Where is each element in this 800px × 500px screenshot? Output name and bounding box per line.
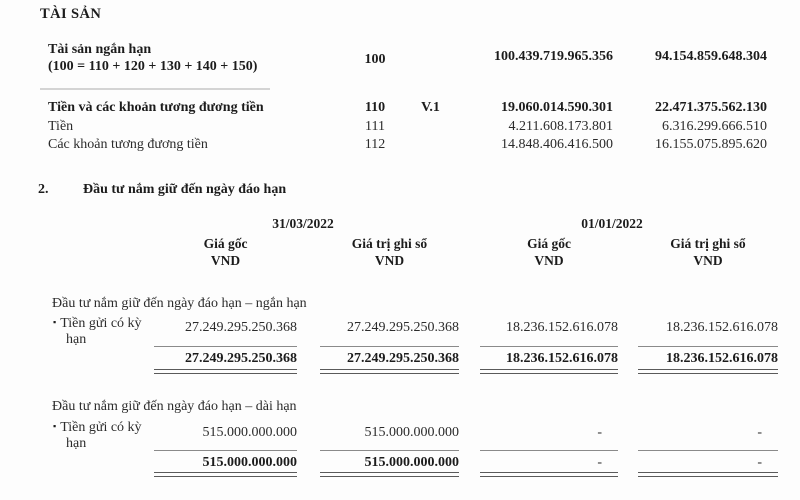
column-header-label: Giá trị ghi sổ xyxy=(670,236,746,251)
period-header-prior: 01/01/2022 xyxy=(581,216,643,231)
double-rule xyxy=(154,472,297,477)
double-rule xyxy=(320,369,459,374)
single-rule xyxy=(638,346,778,347)
square-bullet-icon: ▪ xyxy=(53,421,57,431)
column-header-currency: VND xyxy=(374,253,405,268)
double-rule xyxy=(638,472,778,477)
asset-value-current: 4.211.608.173.801 xyxy=(508,119,613,134)
double-rule xyxy=(154,369,297,374)
asset-row-code: 110 xyxy=(364,100,386,115)
total-cell: 18.236.152.616.078 xyxy=(666,351,778,366)
subsection-label: Đầu tư nắm giữ đến ngày đáo hạn – ngắn hạn xyxy=(52,296,307,311)
single-rule xyxy=(320,346,459,347)
deposit-row-label-text: Tiền gửi có kỳ hạn xyxy=(60,420,142,451)
total-cell: - xyxy=(757,455,762,470)
total-cell: 18.236.152.616.078 xyxy=(506,351,618,366)
asset-value-current: 100.439.719.965.356 xyxy=(494,49,613,64)
asset-row-code: 100 xyxy=(364,52,386,67)
total-cell: - xyxy=(597,455,602,470)
value-cell: 515.000.000.000 xyxy=(202,425,297,440)
single-rule xyxy=(480,450,618,451)
period-header-current: 31/03/2022 xyxy=(272,216,334,231)
total-cell: 27.249.295.250.368 xyxy=(347,351,459,366)
value-cell: 18.236.152.616.078 xyxy=(666,320,778,335)
double-rule xyxy=(638,369,778,374)
page-title: TÀI SẢN xyxy=(40,6,102,22)
single-rule xyxy=(320,450,459,451)
value-cell: 27.249.295.250.368 xyxy=(185,320,297,335)
column-header-label: Giá trị ghi sổ xyxy=(351,236,428,251)
single-rule xyxy=(638,450,778,451)
asset-row-label-line1: Tài sản ngắn hạn xyxy=(48,42,152,57)
section-number: 2. xyxy=(38,182,49,197)
single-rule xyxy=(154,450,297,451)
total-cell: 27.249.295.250.368 xyxy=(185,351,297,366)
column-header-currency: VND xyxy=(693,253,723,268)
deposit-row-label-text: Tiền gửi có kỳ hạn xyxy=(60,316,142,347)
column-header-currency: VND xyxy=(210,253,241,268)
single-rule xyxy=(154,346,297,347)
value-cell: - xyxy=(597,425,602,440)
asset-value-prior: 22.471.375.562.130 xyxy=(655,100,767,115)
column-header-carrying-prior xyxy=(638,235,778,269)
column-header-cost-current xyxy=(154,235,297,269)
square-bullet-icon: ▪ xyxy=(53,317,57,327)
scan-line-artifact xyxy=(40,88,270,90)
column-header-label: Giá gốc xyxy=(203,236,248,251)
value-cell: 18.236.152.616.078 xyxy=(506,320,618,335)
double-rule xyxy=(480,472,618,477)
asset-row-code: 112 xyxy=(364,137,386,152)
asset-value-prior: 16.155.075.895.620 xyxy=(655,137,767,152)
value-cell: - xyxy=(757,425,762,440)
value-cell: 27.249.295.250.368 xyxy=(347,320,459,335)
deposit-row-label xyxy=(53,419,158,451)
asset-row-label-line2: (100 = 110 + 120 + 130 + 140 + 150) xyxy=(48,59,258,74)
section-title: Đầu tư nắm giữ đến ngày đáo hạn xyxy=(83,182,287,197)
column-header-carrying-current xyxy=(320,235,459,269)
asset-row-label: Tiền xyxy=(48,119,74,134)
column-header-cost-prior xyxy=(480,235,618,269)
value-cell: 515.000.000.000 xyxy=(364,425,459,440)
asset-row-note: V.1 xyxy=(421,100,440,115)
total-cell: 515.000.000.000 xyxy=(202,455,297,470)
asset-value-prior: 6.316.299.666.510 xyxy=(662,119,767,134)
asset-row-label: Tiền và các khoản tương đương tiền xyxy=(48,100,264,115)
asset-row-code: 111 xyxy=(365,119,385,134)
asset-row-label: Các khoản tương đương tiền xyxy=(48,137,208,152)
asset-value-current: 19.060.014.590.301 xyxy=(501,100,613,115)
asset-value-current: 14.848.406.416.500 xyxy=(501,137,613,152)
column-header-label: Giá gốc xyxy=(527,236,571,251)
deposit-row-label xyxy=(53,315,158,347)
column-header-currency: VND xyxy=(534,253,564,268)
double-rule xyxy=(480,369,618,374)
asset-value-prior: 94.154.859.648.304 xyxy=(655,49,767,64)
double-rule xyxy=(320,472,459,477)
total-cell: 515.000.000.000 xyxy=(364,455,459,470)
subsection-label: Đầu tư nắm giữ đến ngày đáo hạn – dài hạn xyxy=(52,399,297,414)
single-rule xyxy=(480,346,618,347)
